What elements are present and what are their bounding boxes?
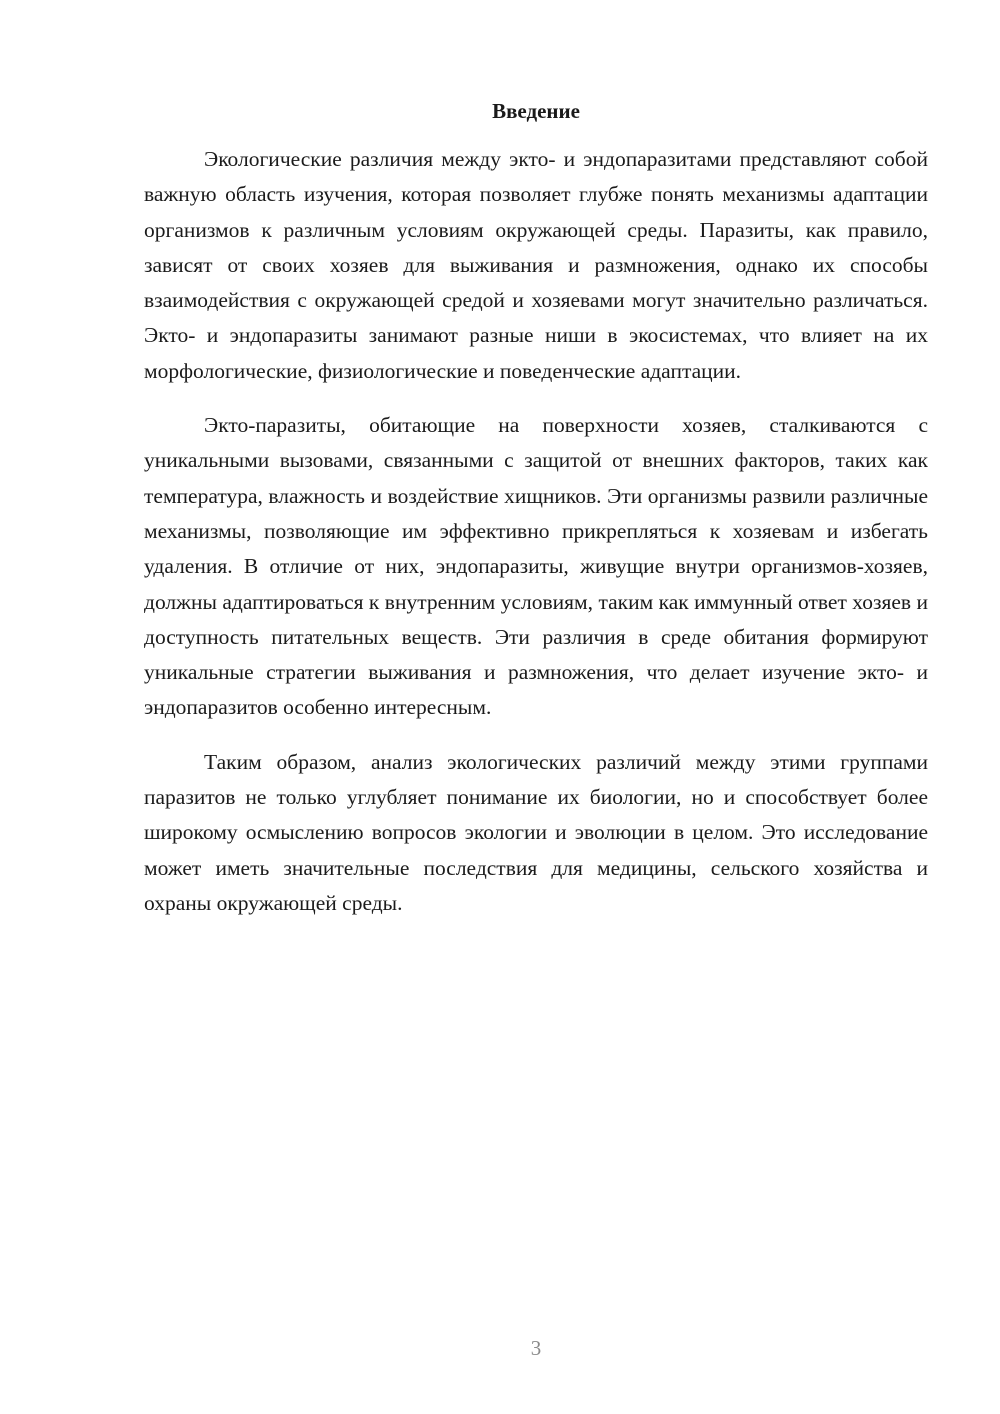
body-text: [144, 142, 928, 940]
paragraph-3: Таким образом, анализ экологических различий между этими группами паразитов не только углубляет понимание их биологии, но и способствует более широкому осмыслению вопросов экологии и эволюции в целом. Это исследование может иметь значительные последствия для медицины, сельского хозяйства и охраны окружающей среды.: [144, 749, 928, 915]
section-title: Введение: [492, 99, 580, 123]
page-number: 3: [530, 1336, 542, 1360]
paragraph-1: Экологические различия между экто- и эндопаразитами представляют собой важную область изучения, которая позволяет глубже понять механизмы адаптации организмов к различным условиям окружающей среды. Паразиты, как правило, зависят от своих хозяев для выживания и размножения, однако их способы взаимодействия с окружающей средой и хозяевами могут значительно различаться. Экто- и эндопаразиты занимают разные ниши в экосистемах, что влияет на их морфологические, физиологические и поведенческие адаптации.: [144, 147, 928, 383]
paragraph-2: Экто-паразиты, обитающие на поверхности хозяев, сталкиваются с уникальными вызовами, связанными с защитой от внешних факторов, таких как температура, влажность и воздействие хищников. Эти организмы развили различные механизмы, позволяющие им эффективно прикрепляться к хозяевам и избегать удаления. В отличие от них, эндопаразиты, живущие внутри организмов-хозяев, должны адаптироваться к внутренним условиям, таким как иммунный ответ хозяев и доступность питательных веществ. Эти различия в среде обитания формируют уникальные стратегии выживания и размножения, что делает изучение экто- и эндопаразитов особенно интересным.: [144, 413, 928, 720]
